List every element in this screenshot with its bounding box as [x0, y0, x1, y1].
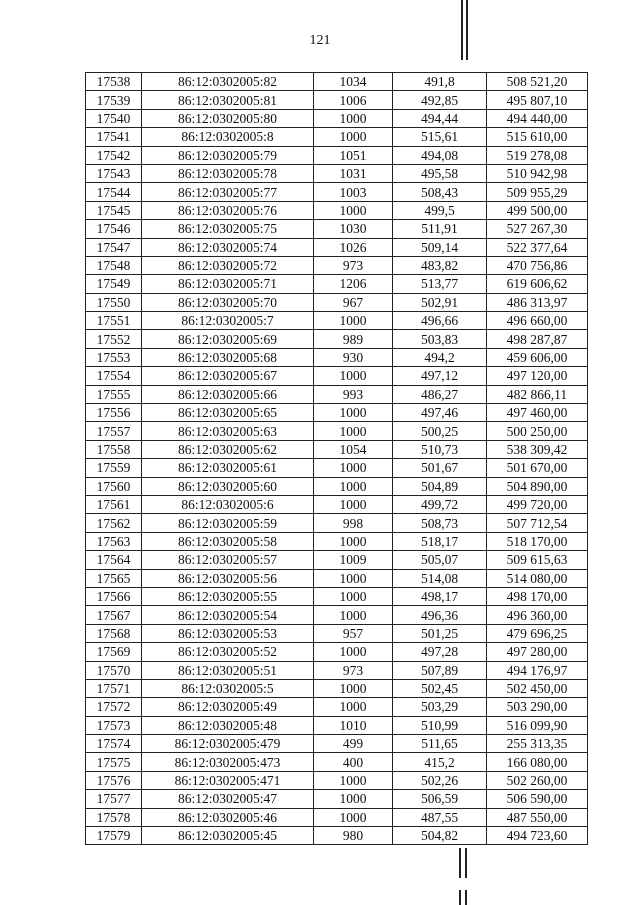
area-cell: 957 [314, 624, 393, 642]
cadastral-number-cell: 86:12:0302005:68 [142, 348, 314, 366]
cadastral-number-cell: 86:12:0302005:74 [142, 238, 314, 256]
row-number-cell: 17549 [86, 275, 142, 293]
table-row [86, 422, 588, 440]
cadastral-number-cell: 86:12:0302005:55 [142, 587, 314, 605]
cadastral-number-cell: 86:12:0302005:60 [142, 477, 314, 495]
amount-cell: 538 309,42 [487, 440, 588, 458]
amount-cell: 507 712,54 [487, 514, 588, 532]
cadastral-number-cell: 86:12:0302005:59 [142, 514, 314, 532]
area-cell: 1051 [314, 146, 393, 164]
table-row [86, 73, 588, 91]
rate-cell: 502,91 [393, 293, 487, 311]
table-row [86, 256, 588, 274]
table-row [86, 514, 588, 532]
row-number-cell: 17546 [86, 220, 142, 238]
cadastral-number-cell: 86:12:0302005:54 [142, 606, 314, 624]
table-row [86, 183, 588, 201]
rate-cell: 496,36 [393, 606, 487, 624]
amount-cell: 497 120,00 [487, 367, 588, 385]
area-cell: 1000 [314, 808, 393, 826]
cadastral-number-cell: 86:12:0302005:57 [142, 551, 314, 569]
row-number-cell: 17571 [86, 679, 142, 697]
row-number-cell: 17569 [86, 643, 142, 661]
cadastral-number-cell: 86:12:0302005:5 [142, 679, 314, 697]
amount-cell: 487 550,00 [487, 808, 588, 826]
rate-cell: 486,27 [393, 385, 487, 403]
rate-cell: 509,14 [393, 238, 487, 256]
area-cell: 1000 [314, 569, 393, 587]
page-number: 121 [309, 33, 331, 48]
table-row [86, 624, 588, 642]
amount-cell: 499 500,00 [487, 201, 588, 219]
cadastral-number-cell: 86:12:0302005:51 [142, 661, 314, 679]
cadastral-number-cell: 86:12:0302005:72 [142, 256, 314, 274]
amount-cell: 498 170,00 [487, 587, 588, 605]
row-number-cell: 17561 [86, 495, 142, 513]
table-row [86, 440, 588, 458]
rate-cell: 507,89 [393, 661, 487, 679]
amount-cell: 166 080,00 [487, 753, 588, 771]
rate-cell: 504,89 [393, 477, 487, 495]
scan-artifact-line [461, 0, 463, 60]
table-row [86, 220, 588, 238]
amount-cell: 502 450,00 [487, 679, 588, 697]
row-number-cell: 17538 [86, 73, 142, 91]
table-row [86, 643, 588, 661]
area-cell: 1000 [314, 606, 393, 624]
amount-cell: 496 660,00 [487, 312, 588, 330]
amount-cell: 500 250,00 [487, 422, 588, 440]
cadastral-number-cell: 86:12:0302005:63 [142, 422, 314, 440]
amount-cell: 255 313,35 [487, 735, 588, 753]
amount-cell: 494 176,97 [487, 661, 588, 679]
row-number-cell: 17564 [86, 551, 142, 569]
area-cell: 1026 [314, 238, 393, 256]
area-cell: 1000 [314, 109, 393, 127]
cadastral-number-cell: 86:12:0302005:58 [142, 532, 314, 550]
row-number-cell: 17544 [86, 183, 142, 201]
scan-artifact-line [466, 0, 468, 60]
area-cell: 980 [314, 827, 393, 845]
rate-cell: 508,73 [393, 514, 487, 532]
amount-cell: 501 670,00 [487, 459, 588, 477]
area-cell: 1003 [314, 183, 393, 201]
row-number-cell: 17555 [86, 385, 142, 403]
cadastral-number-cell: 86:12:0302005:47 [142, 790, 314, 808]
row-number-cell: 17567 [86, 606, 142, 624]
table-row [86, 753, 588, 771]
row-number-cell: 17578 [86, 808, 142, 826]
rate-cell: 487,55 [393, 808, 487, 826]
area-cell: 400 [314, 753, 393, 771]
row-number-cell: 17574 [86, 735, 142, 753]
amount-cell: 504 890,00 [487, 477, 588, 495]
rate-cell: 483,82 [393, 256, 487, 274]
amount-cell: 510 942,98 [487, 164, 588, 182]
rate-cell: 498,17 [393, 587, 487, 605]
rate-cell: 502,45 [393, 679, 487, 697]
scan-artifact-line [465, 890, 467, 905]
row-number-cell: 17573 [86, 716, 142, 734]
table-row [86, 330, 588, 348]
row-number-cell: 17545 [86, 201, 142, 219]
row-number-cell: 17570 [86, 661, 142, 679]
rate-cell: 506,59 [393, 790, 487, 808]
cadastral-number-cell: 86:12:0302005:61 [142, 459, 314, 477]
row-number-cell: 17568 [86, 624, 142, 642]
row-number-cell: 17572 [86, 698, 142, 716]
cadastral-number-cell: 86:12:0302005:65 [142, 404, 314, 422]
cadastral-number-cell: 86:12:0302005:70 [142, 293, 314, 311]
rate-cell: 503,29 [393, 698, 487, 716]
rate-cell: 494,08 [393, 146, 487, 164]
amount-cell: 503 290,00 [487, 698, 588, 716]
amount-cell: 497 280,00 [487, 643, 588, 661]
row-number-cell: 17539 [86, 91, 142, 109]
cadastral-number-cell: 86:12:0302005:69 [142, 330, 314, 348]
rate-cell: 494,44 [393, 109, 487, 127]
amount-cell: 506 590,00 [487, 790, 588, 808]
amount-cell: 496 360,00 [487, 606, 588, 624]
amount-cell: 515 610,00 [487, 128, 588, 146]
rate-cell: 515,61 [393, 128, 487, 146]
table-row [86, 367, 588, 385]
area-cell: 1034 [314, 73, 393, 91]
rate-cell: 497,12 [393, 367, 487, 385]
rate-cell: 499,5 [393, 201, 487, 219]
rate-cell: 511,65 [393, 735, 487, 753]
cadastral-number-cell: 86:12:0302005:52 [142, 643, 314, 661]
row-number-cell: 17543 [86, 164, 142, 182]
scan-artifact-line [459, 848, 461, 878]
table-row [86, 716, 588, 734]
cadastral-number-cell: 86:12:0302005:77 [142, 183, 314, 201]
table-row [86, 385, 588, 403]
cadastral-number-cell: 86:12:0302005:82 [142, 73, 314, 91]
cadastral-number-cell: 86:12:0302005:479 [142, 735, 314, 753]
table-row [86, 348, 588, 366]
amount-cell: 498 287,87 [487, 330, 588, 348]
area-cell: 1000 [314, 477, 393, 495]
amount-cell: 459 606,00 [487, 348, 588, 366]
table-row [86, 551, 588, 569]
amount-cell: 497 460,00 [487, 404, 588, 422]
cadastral-number-cell: 86:12:0302005:49 [142, 698, 314, 716]
cadastral-number-cell: 86:12:0302005:7 [142, 312, 314, 330]
area-cell: 998 [314, 514, 393, 532]
area-cell: 1000 [314, 587, 393, 605]
row-number-cell: 17547 [86, 238, 142, 256]
area-cell: 967 [314, 293, 393, 311]
row-number-cell: 17551 [86, 312, 142, 330]
rate-cell: 508,43 [393, 183, 487, 201]
table-row [86, 312, 588, 330]
table-row [86, 827, 588, 845]
table-row [86, 771, 588, 789]
cadastral-number-cell: 86:12:0302005:45 [142, 827, 314, 845]
area-cell: 1000 [314, 459, 393, 477]
row-number-cell: 17552 [86, 330, 142, 348]
amount-cell: 519 278,08 [487, 146, 588, 164]
rate-cell: 501,25 [393, 624, 487, 642]
table-row [86, 587, 588, 605]
cadastral-number-cell: 86:12:0302005:81 [142, 91, 314, 109]
rate-cell: 500,25 [393, 422, 487, 440]
cadastral-number-cell: 86:12:0302005:46 [142, 808, 314, 826]
table-row [86, 477, 588, 495]
amount-cell: 514 080,00 [487, 569, 588, 587]
table-row [86, 164, 588, 182]
amount-cell: 516 099,90 [487, 716, 588, 734]
amount-cell: 499 720,00 [487, 495, 588, 513]
cadastral-number-cell: 86:12:0302005:62 [142, 440, 314, 458]
cadastral-number-cell: 86:12:0302005:471 [142, 771, 314, 789]
amount-cell: 508 521,20 [487, 73, 588, 91]
row-number-cell: 17560 [86, 477, 142, 495]
row-number-cell: 17554 [86, 367, 142, 385]
row-number-cell: 17576 [86, 771, 142, 789]
amount-cell: 482 866,11 [487, 385, 588, 403]
amount-cell: 494 723,60 [487, 827, 588, 845]
row-number-cell: 17562 [86, 514, 142, 532]
cadastral-number-cell: 86:12:0302005:56 [142, 569, 314, 587]
cadastral-number-cell: 86:12:0302005:75 [142, 220, 314, 238]
rate-cell: 497,46 [393, 404, 487, 422]
area-cell: 1000 [314, 495, 393, 513]
area-cell: 1006 [314, 91, 393, 109]
row-number-cell: 17565 [86, 569, 142, 587]
cadastral-number-cell: 86:12:0302005:473 [142, 753, 314, 771]
table-row [86, 532, 588, 550]
cadastral-number-cell: 86:12:0302005:79 [142, 146, 314, 164]
table-row [86, 109, 588, 127]
amount-cell: 509 615,63 [487, 551, 588, 569]
rate-cell: 503,83 [393, 330, 487, 348]
row-number-cell: 17566 [86, 587, 142, 605]
amount-cell: 470 756,86 [487, 256, 588, 274]
rate-cell: 510,73 [393, 440, 487, 458]
row-number-cell: 17563 [86, 532, 142, 550]
area-cell: 1206 [314, 275, 393, 293]
area-cell: 1031 [314, 164, 393, 182]
rate-cell: 514,08 [393, 569, 487, 587]
rate-cell: 496,66 [393, 312, 487, 330]
table-row [86, 735, 588, 753]
area-cell: 1000 [314, 679, 393, 697]
rate-cell: 504,82 [393, 827, 487, 845]
rate-cell: 415,2 [393, 753, 487, 771]
amount-cell: 522 377,64 [487, 238, 588, 256]
cadastral-table [85, 72, 588, 845]
rate-cell: 518,17 [393, 532, 487, 550]
amount-cell: 509 955,29 [487, 183, 588, 201]
rate-cell: 494,2 [393, 348, 487, 366]
cadastral-number-cell: 86:12:0302005:48 [142, 716, 314, 734]
table-row [86, 201, 588, 219]
area-cell: 1000 [314, 201, 393, 219]
amount-cell: 502 260,00 [487, 771, 588, 789]
rate-cell: 513,77 [393, 275, 487, 293]
area-cell: 1000 [314, 128, 393, 146]
rate-cell: 491,8 [393, 73, 487, 91]
table-row [86, 275, 588, 293]
area-cell: 1000 [314, 422, 393, 440]
table-row [86, 808, 588, 826]
cadastral-number-cell: 86:12:0302005:76 [142, 201, 314, 219]
area-cell: 1000 [314, 698, 393, 716]
area-cell: 973 [314, 661, 393, 679]
table-row [86, 569, 588, 587]
table-row [86, 679, 588, 697]
row-number-cell: 17579 [86, 827, 142, 845]
rate-cell: 510,99 [393, 716, 487, 734]
row-number-cell: 17553 [86, 348, 142, 366]
table-row [86, 790, 588, 808]
table-row [86, 459, 588, 477]
amount-cell: 486 313,97 [487, 293, 588, 311]
area-cell: 1000 [314, 790, 393, 808]
area-cell: 930 [314, 348, 393, 366]
row-number-cell: 17556 [86, 404, 142, 422]
table-row [86, 146, 588, 164]
amount-cell: 527 267,30 [487, 220, 588, 238]
row-number-cell: 17575 [86, 753, 142, 771]
table-row [86, 238, 588, 256]
area-cell: 1000 [314, 643, 393, 661]
table-row [86, 128, 588, 146]
cadastral-number-cell: 86:12:0302005:71 [142, 275, 314, 293]
rate-cell: 499,72 [393, 495, 487, 513]
amount-cell: 494 440,00 [487, 109, 588, 127]
cadastral-number-cell: 86:12:0302005:66 [142, 385, 314, 403]
rate-cell: 501,67 [393, 459, 487, 477]
rate-cell: 505,07 [393, 551, 487, 569]
area-cell: 993 [314, 385, 393, 403]
scan-artifact-line [459, 890, 461, 905]
table-row [86, 495, 588, 513]
table-row [86, 698, 588, 716]
scan-artifact-line [465, 848, 467, 878]
row-number-cell: 17558 [86, 440, 142, 458]
table-row [86, 404, 588, 422]
area-cell: 1009 [314, 551, 393, 569]
cadastral-number-cell: 86:12:0302005:53 [142, 624, 314, 642]
row-number-cell: 17541 [86, 128, 142, 146]
rate-cell: 511,91 [393, 220, 487, 238]
row-number-cell: 17540 [86, 109, 142, 127]
table-row [86, 606, 588, 624]
table-row [86, 91, 588, 109]
area-cell: 1000 [314, 312, 393, 330]
amount-cell: 518 170,00 [487, 532, 588, 550]
rate-cell: 495,58 [393, 164, 487, 182]
area-cell: 1010 [314, 716, 393, 734]
table-body [86, 73, 588, 845]
cadastral-number-cell: 86:12:0302005:78 [142, 164, 314, 182]
amount-cell: 495 807,10 [487, 91, 588, 109]
rate-cell: 502,26 [393, 771, 487, 789]
row-number-cell: 17548 [86, 256, 142, 274]
area-cell: 1000 [314, 532, 393, 550]
area-cell: 499 [314, 735, 393, 753]
area-cell: 1000 [314, 771, 393, 789]
amount-cell: 479 696,25 [487, 624, 588, 642]
row-number-cell: 17550 [86, 293, 142, 311]
area-cell: 1030 [314, 220, 393, 238]
table-row [86, 661, 588, 679]
row-number-cell: 17577 [86, 790, 142, 808]
cadastral-number-cell: 86:12:0302005:80 [142, 109, 314, 127]
area-cell: 989 [314, 330, 393, 348]
table-row [86, 293, 588, 311]
row-number-cell: 17557 [86, 422, 142, 440]
row-number-cell: 17542 [86, 146, 142, 164]
amount-cell: 619 606,62 [487, 275, 588, 293]
area-cell: 1000 [314, 404, 393, 422]
rate-cell: 497,28 [393, 643, 487, 661]
row-number-cell: 17559 [86, 459, 142, 477]
area-cell: 1000 [314, 367, 393, 385]
rate-cell: 492,85 [393, 91, 487, 109]
cadastral-number-cell: 86:12:0302005:8 [142, 128, 314, 146]
area-cell: 1054 [314, 440, 393, 458]
area-cell: 973 [314, 256, 393, 274]
cadastral-number-cell: 86:12:0302005:6 [142, 495, 314, 513]
cadastral-number-cell: 86:12:0302005:67 [142, 367, 314, 385]
